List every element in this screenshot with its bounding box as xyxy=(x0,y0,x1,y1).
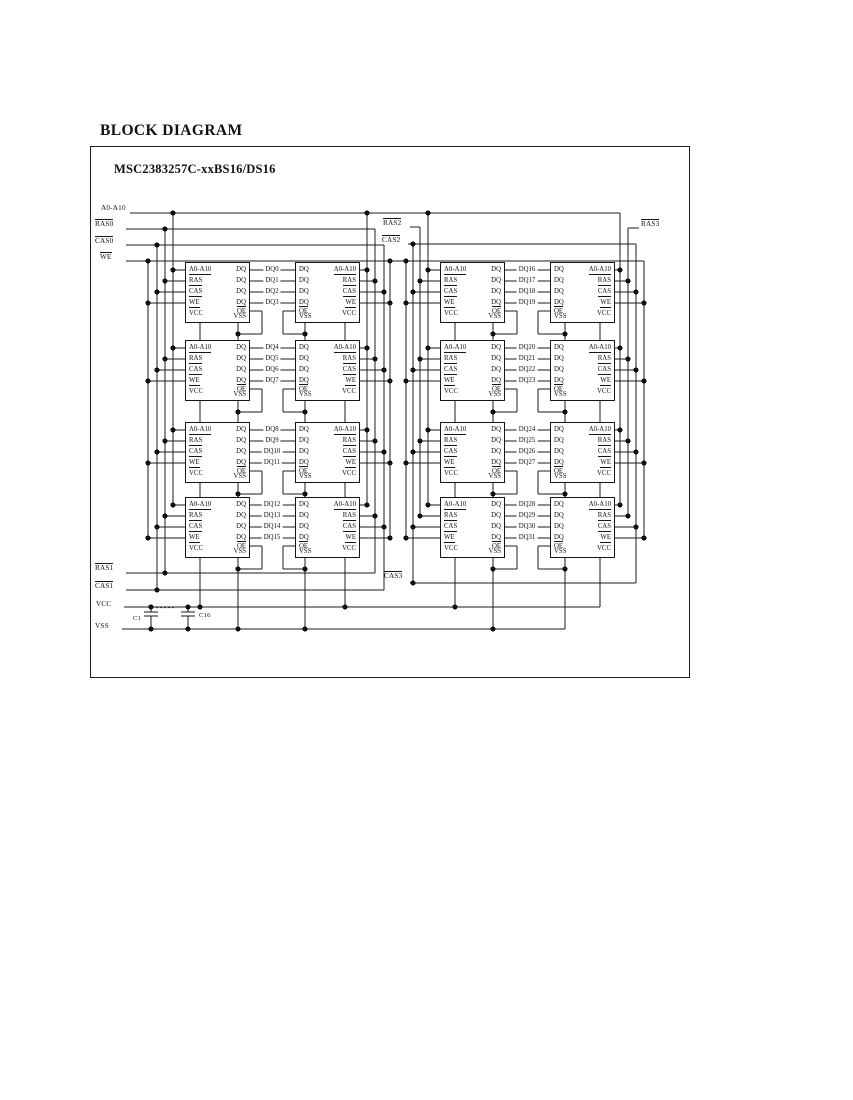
pin-label: A0-A10 xyxy=(189,426,212,433)
dq-net-label: DQ4 xyxy=(265,344,279,351)
pin-label: VCC xyxy=(342,545,356,552)
pin-label: VSS xyxy=(554,473,567,480)
pin-label: VSS xyxy=(488,391,501,398)
pin-label: WE xyxy=(600,534,611,541)
pin-label: VSS xyxy=(554,548,567,555)
pin-label: VCC xyxy=(189,470,203,477)
pin-label: RAS xyxy=(189,355,203,362)
pin-label: A0-A10 xyxy=(444,501,467,508)
pin-label: VCC xyxy=(444,470,458,477)
pin-label: OE xyxy=(236,385,246,393)
pin-label: RAS xyxy=(597,512,611,519)
dq-net-label: DQ26 xyxy=(518,448,536,455)
pin-label: DQ xyxy=(554,366,564,373)
pin-label: DQ xyxy=(236,355,246,362)
pin-label: OE xyxy=(491,307,501,315)
dq-net-label: DQ17 xyxy=(518,277,536,284)
pin-label: OE xyxy=(236,467,246,475)
pin-label: VSS xyxy=(299,548,312,555)
pin-label: VCC xyxy=(342,470,356,477)
net-label-cas3: CAS3 xyxy=(384,572,403,580)
dq-net-label: DQ9 xyxy=(265,437,279,444)
pin-label: RAS xyxy=(342,437,356,444)
pin-label: WE xyxy=(444,299,455,306)
dq-net-label: DQ19 xyxy=(518,299,536,306)
pin-label: RAS xyxy=(597,355,611,362)
pin-label: WE xyxy=(600,459,611,466)
pin-label: DQ xyxy=(299,448,309,455)
pin-label: A0-A10 xyxy=(189,344,212,351)
pin-label: RAS xyxy=(444,512,458,519)
pin-label: VSS xyxy=(488,313,501,320)
pin-label: VCC xyxy=(189,310,203,317)
pin-label: VCC xyxy=(342,310,356,317)
chip-r4c2 xyxy=(295,497,360,558)
dq-net-label: DQ22 xyxy=(518,366,536,373)
pin-label: CAS xyxy=(597,288,611,295)
pin-label: WE xyxy=(345,377,356,384)
pin-label: DQ xyxy=(491,355,501,362)
pin-label: DQ xyxy=(236,501,246,508)
pin-label: WE xyxy=(189,534,200,541)
dq-net-label: DQ0 xyxy=(265,266,279,273)
pin-label: DQ xyxy=(554,512,564,519)
pin-label: DQ xyxy=(491,448,501,455)
dq-net-label: DQ23 xyxy=(518,377,536,384)
pin-label: DQ xyxy=(236,512,246,519)
pin-label: VSS xyxy=(233,473,246,480)
pin-label: OE xyxy=(491,467,501,475)
pin-label: VCC xyxy=(342,388,356,395)
chip-r3c1 xyxy=(185,422,250,483)
pin-label: DQ xyxy=(236,426,246,433)
pin-label: DQ xyxy=(236,277,246,284)
pin-label: A0-A10 xyxy=(444,344,467,351)
pin-label: DQ xyxy=(299,366,309,373)
net-label-vss: VSS xyxy=(95,622,109,630)
net-label-we: WE xyxy=(100,253,112,261)
diagram-title: MSC2383257C-xxBS16/DS16 xyxy=(114,162,276,176)
pin-label: A0-A10 xyxy=(333,344,356,351)
pin-label: CAS xyxy=(597,448,611,455)
pin-label: DQ xyxy=(554,523,564,530)
pin-label: CAS xyxy=(444,366,458,373)
pin-label: RAS xyxy=(189,437,203,444)
dq-net-label: DQ28 xyxy=(518,501,536,508)
pin-label: OE xyxy=(299,467,309,475)
dq-net-label: DQ27 xyxy=(518,459,536,466)
pin-label: DQ xyxy=(554,344,564,351)
pin-label: DQ xyxy=(554,501,564,508)
pin-label: CAS xyxy=(342,366,356,373)
pin-label: DQ xyxy=(236,266,246,273)
pin-label: DQ xyxy=(236,459,246,466)
pin-label: VSS xyxy=(233,391,246,398)
pin-label: A0-A10 xyxy=(444,266,467,273)
chip-r4c4 xyxy=(550,497,615,558)
pin-label: CAS xyxy=(189,366,203,373)
pin-label: WE xyxy=(189,299,200,306)
pin-label: WE xyxy=(444,459,455,466)
pin-label: DQ xyxy=(236,523,246,530)
dq-net-label: DQ16 xyxy=(518,266,536,273)
dq-net-label: DQ12 xyxy=(263,501,281,508)
pin-label: A0-A10 xyxy=(588,501,611,508)
pin-label: DQ xyxy=(491,501,501,508)
pin-label: OE xyxy=(554,467,564,475)
pin-label: VCC xyxy=(444,388,458,395)
cap-label-c16: C16 xyxy=(199,612,211,619)
dq-net-label: DQ3 xyxy=(265,299,279,306)
pin-label: A0-A10 xyxy=(588,344,611,351)
pin-label: RAS xyxy=(189,512,203,519)
pin-label: DQ xyxy=(554,355,564,362)
dq-net-label: DQ2 xyxy=(265,288,279,295)
pin-label: RAS xyxy=(597,437,611,444)
net-label-cas0: CAS0 xyxy=(95,237,114,245)
pin-label: RAS xyxy=(597,277,611,284)
pin-label: VCC xyxy=(444,545,458,552)
pin-label: DQ xyxy=(554,299,564,306)
chip-r1c4 xyxy=(550,262,615,323)
pin-label: VCC xyxy=(597,310,611,317)
pin-label: DQ xyxy=(491,523,501,530)
chip-r4c1 xyxy=(185,497,250,558)
chip-r2c4 xyxy=(550,340,615,401)
pin-label: CAS xyxy=(189,448,203,455)
pin-label: VCC xyxy=(189,388,203,395)
pin-label: VCC xyxy=(444,310,458,317)
dq-net-label: DQ1 xyxy=(265,277,279,284)
pin-label: OE xyxy=(236,307,246,315)
pin-label: DQ xyxy=(236,344,246,351)
dq-net-label: DQ8 xyxy=(265,426,279,433)
net-label-ras0: RAS0 xyxy=(95,220,114,228)
pin-label: WE xyxy=(345,534,356,541)
dq-net-label: DQ6 xyxy=(265,366,279,373)
pin-label: VCC xyxy=(189,545,203,552)
pin-label: CAS xyxy=(444,523,458,530)
pin-label: DQ xyxy=(491,277,501,284)
pin-label: VSS xyxy=(488,473,501,480)
cap-ellipsis-dots: ••••• xyxy=(156,604,176,612)
net-label-cas2: CAS2 xyxy=(382,236,401,244)
pin-label: VSS xyxy=(488,548,501,555)
pin-label: A0-A10 xyxy=(333,266,356,273)
pin-label: CAS xyxy=(342,288,356,295)
pin-label: A0-A10 xyxy=(588,266,611,273)
pin-label: DQ xyxy=(491,344,501,351)
dq-net-label: DQ13 xyxy=(263,512,281,519)
pin-label: WE xyxy=(600,377,611,384)
pin-label: WE xyxy=(189,459,200,466)
pin-label: RAS xyxy=(342,355,356,362)
dq-net-label: DQ10 xyxy=(263,448,281,455)
pin-label: DQ xyxy=(236,299,246,306)
pin-label: DQ xyxy=(554,534,564,541)
pin-label: DQ xyxy=(299,523,309,530)
chip-r4c3 xyxy=(440,497,505,558)
net-label-cas1: CAS1 xyxy=(95,582,114,590)
chip-r2c3 xyxy=(440,340,505,401)
chip-r1c3 xyxy=(440,262,505,323)
pin-label: OE xyxy=(299,542,309,550)
pin-label: DQ xyxy=(299,277,309,284)
pin-label: CAS xyxy=(444,288,458,295)
pin-label: VSS xyxy=(554,313,567,320)
pin-label: DQ xyxy=(554,288,564,295)
pin-label: DQ xyxy=(491,534,501,541)
pin-label: DQ xyxy=(491,459,501,466)
pin-label: WE xyxy=(444,534,455,541)
pin-label: DQ xyxy=(554,266,564,273)
pin-label: VSS xyxy=(299,313,312,320)
pin-label: DQ xyxy=(236,377,246,384)
pin-label: DQ xyxy=(554,437,564,444)
pin-label: CAS xyxy=(444,448,458,455)
pin-label: DQ xyxy=(299,355,309,362)
pin-label: RAS xyxy=(444,277,458,284)
pin-label: CAS xyxy=(342,448,356,455)
pin-label: VSS xyxy=(554,391,567,398)
pin-label: WE xyxy=(600,299,611,306)
pin-label: DQ xyxy=(236,448,246,455)
dq-net-label: DQ20 xyxy=(518,344,536,351)
net-label-ras2: RAS2 xyxy=(383,219,402,227)
pin-label: DQ xyxy=(299,344,309,351)
pin-label: A0-A10 xyxy=(333,426,356,433)
pin-label: VSS xyxy=(299,391,312,398)
pin-label: OE xyxy=(554,385,564,393)
pin-label: DQ xyxy=(554,448,564,455)
pin-label: DQ xyxy=(554,426,564,433)
pin-label: DQ xyxy=(299,437,309,444)
dq-net-label: DQ25 xyxy=(518,437,536,444)
pin-label: DQ xyxy=(236,366,246,373)
pin-label: A0-A10 xyxy=(189,501,212,508)
pin-label: DQ xyxy=(236,534,246,541)
pin-label: RAS xyxy=(189,277,203,284)
dq-net-label: DQ31 xyxy=(518,534,536,541)
pin-label: DQ xyxy=(299,459,309,466)
net-label-ras3: RAS3 xyxy=(641,220,660,228)
chip-r1c1 xyxy=(185,262,250,323)
net-label-vcc: VCC xyxy=(96,600,112,608)
cap-label-c1: C1 xyxy=(133,615,142,622)
pin-label: DQ xyxy=(491,266,501,273)
chip-r2c1 xyxy=(185,340,250,401)
pin-label: DQ xyxy=(491,377,501,384)
pin-label: A0-A10 xyxy=(333,501,356,508)
pin-label: OE xyxy=(554,542,564,550)
pin-label: VSS xyxy=(233,313,246,320)
pin-label: DQ xyxy=(491,512,501,519)
pin-label: DQ xyxy=(236,437,246,444)
dq-net-label: DQ11 xyxy=(263,459,281,466)
pin-label: DQ xyxy=(491,299,501,306)
pin-label: DQ xyxy=(554,459,564,466)
pin-label: A0-A10 xyxy=(444,426,467,433)
pin-label: DQ xyxy=(299,299,309,306)
pin-label: CAS xyxy=(189,523,203,530)
pin-label: WE xyxy=(189,377,200,384)
dq-net-label: DQ18 xyxy=(518,288,536,295)
dq-net-label: DQ14 xyxy=(263,523,281,530)
chip-r1c2 xyxy=(295,262,360,323)
pin-label: DQ xyxy=(491,426,501,433)
pin-label: DQ xyxy=(299,501,309,508)
page-title: BLOCK DIAGRAM xyxy=(100,122,243,139)
dq-net-label: DQ30 xyxy=(518,523,536,530)
chip-r2c2 xyxy=(295,340,360,401)
pin-label: DQ xyxy=(299,288,309,295)
pin-label: DQ xyxy=(491,437,501,444)
pin-label: DQ xyxy=(491,366,501,373)
dq-net-label: DQ15 xyxy=(263,534,281,541)
pin-label: VCC xyxy=(597,470,611,477)
net-label-ras1: RAS1 xyxy=(95,564,114,572)
pin-label: DQ xyxy=(554,277,564,284)
pin-label: WE xyxy=(444,377,455,384)
pin-label: DQ xyxy=(299,534,309,541)
dq-net-label: DQ24 xyxy=(518,426,536,433)
chip-r3c4 xyxy=(550,422,615,483)
dq-net-label: DQ21 xyxy=(518,355,536,362)
pin-label: OE xyxy=(491,542,501,550)
pin-label: DQ xyxy=(299,377,309,384)
pin-label: CAS xyxy=(342,523,356,530)
pin-label: RAS xyxy=(444,355,458,362)
pin-label: CAS xyxy=(189,288,203,295)
dq-net-label: DQ7 xyxy=(265,377,279,384)
net-label-a0a10: A0-A10 xyxy=(101,204,126,212)
dq-net-label: DQ5 xyxy=(265,355,279,362)
pin-label: VSS xyxy=(299,473,312,480)
pin-label: RAS xyxy=(444,437,458,444)
chip-r3c2 xyxy=(295,422,360,483)
pin-label: A0-A10 xyxy=(189,266,212,273)
pin-label: DQ xyxy=(299,426,309,433)
pin-label: WE xyxy=(345,299,356,306)
pin-label: DQ xyxy=(299,512,309,519)
chip-r3c3 xyxy=(440,422,505,483)
pin-label: DQ xyxy=(554,377,564,384)
pin-label: VCC xyxy=(597,545,611,552)
pin-label: CAS xyxy=(597,523,611,530)
pin-label: VSS xyxy=(233,548,246,555)
pin-label: A0-A10 xyxy=(588,426,611,433)
pin-label: DQ xyxy=(236,288,246,295)
dq-net-label: DQ29 xyxy=(518,512,536,519)
pin-label: OE xyxy=(236,542,246,550)
pin-label: OE xyxy=(299,385,309,393)
pin-label: VCC xyxy=(597,388,611,395)
pin-label: RAS xyxy=(342,277,356,284)
pin-label: DQ xyxy=(491,288,501,295)
pin-label: WE xyxy=(345,459,356,466)
pin-label: OE xyxy=(299,307,309,315)
pin-label: OE xyxy=(554,307,564,315)
pin-label: RAS xyxy=(342,512,356,519)
pin-label: CAS xyxy=(597,366,611,373)
pin-label: OE xyxy=(491,385,501,393)
pin-label: DQ xyxy=(299,266,309,273)
